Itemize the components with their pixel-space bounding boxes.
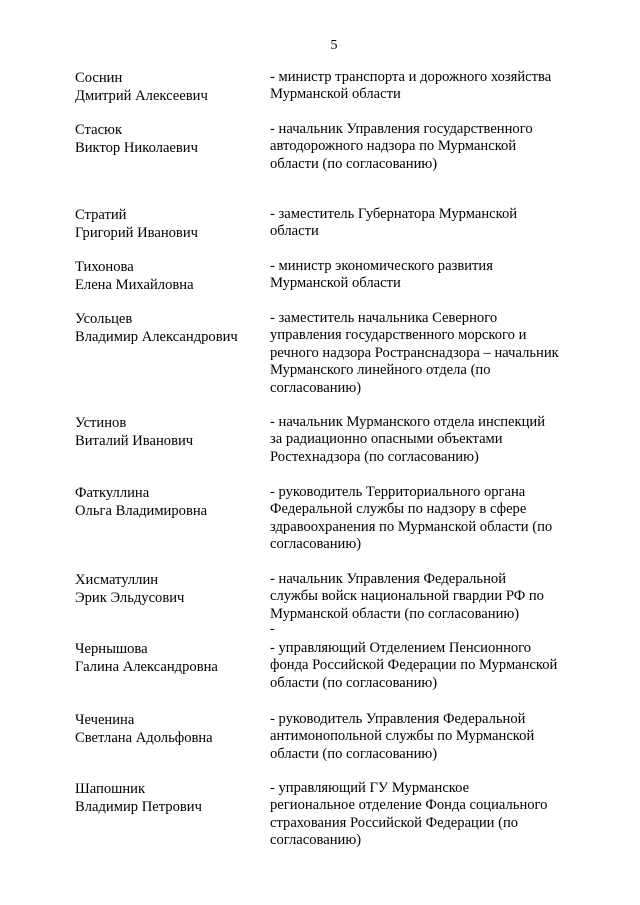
position-line: - министр экономического развития [270, 258, 493, 274]
member-given-name: Виктор Николаевич [75, 140, 198, 156]
member-position [270, 206, 590, 241]
position-line: согласованию) [270, 379, 362, 396]
position-line: страхования Российской Федерации (по [270, 814, 519, 831]
member-surname: Тихонова [75, 259, 134, 275]
member-given-name: Светлана Адольфовна [75, 730, 213, 746]
position-line: речного надзора Ространснадзора – начальник [270, 344, 559, 361]
member-surname: Хисматуллин [75, 572, 159, 588]
member-surname: Устинов [75, 415, 127, 431]
position-line: здравоохранения по Мурманской области (по [270, 518, 553, 535]
position-line: Мурманской области [270, 86, 401, 103]
member-given-name: Галина Александровна [75, 659, 218, 675]
position-line: фонда Российской Федерации по Мурманской [270, 657, 558, 674]
position-line: - управляющий Отделением Пенсионного [270, 640, 532, 656]
member-given-name: Елена Михайловна [75, 277, 194, 293]
member-position [270, 121, 590, 173]
position-line: области (по согласованию) [270, 674, 438, 691]
member-name [75, 414, 260, 450]
member-given-name: Владимир Александрович [75, 329, 238, 345]
member-position [270, 414, 590, 466]
position-line: Ростехнадзора (по согласованию) [270, 448, 479, 465]
position-line: - управляющий ГУ Мурманское [270, 780, 470, 796]
member-position [270, 571, 590, 638]
member-surname: Чернышова [75, 641, 148, 657]
member-name [75, 711, 260, 747]
member-name [75, 121, 260, 157]
position-line: управления государственного морского и [270, 327, 527, 344]
position-line: Федеральной службы по надзору в сфере [270, 501, 527, 518]
member-name [75, 571, 260, 607]
member-position [270, 711, 590, 763]
member-surname: Стратий [75, 207, 127, 223]
member-given-name: Виталий Иванович [75, 433, 194, 449]
position-line: области (по согласованию) [270, 745, 438, 762]
position-line: антимонопольной службы по Мурманской [270, 728, 535, 745]
position-line: согласованию) [270, 536, 362, 553]
position-line: - [270, 621, 275, 638]
position-line: за радиационно опасными объектами [270, 431, 503, 448]
member-given-name: Владимир Петрович [75, 799, 202, 815]
member-position [270, 69, 590, 104]
member-surname: Стасюк [75, 122, 123, 138]
position-line: области [270, 223, 319, 240]
member-given-name: Ольга Владимировна [75, 503, 208, 519]
member-name [75, 69, 260, 105]
position-line: - начальник Мурманского отдела инспекций [270, 414, 546, 430]
position-line: Мурманского линейного отдела (по [270, 362, 491, 379]
member-name [75, 780, 260, 816]
member-name [75, 258, 260, 294]
page-number: 5 [330, 38, 338, 53]
member-surname: Фаткуллина [75, 485, 150, 501]
member-given-name: Эрик Эльдусович [75, 590, 185, 606]
member-surname: Соснин [75, 70, 123, 86]
member-surname: Усольцев [75, 311, 133, 327]
member-position [270, 484, 590, 554]
member-surname: Шапошник [75, 781, 146, 797]
member-name [75, 640, 260, 676]
position-line: автодорожного надзора по Мурманской [270, 138, 517, 155]
position-line: - руководитель Территориального органа [270, 484, 526, 500]
position-line: региональное отделение Фонда социального [270, 797, 548, 814]
position-line: области (по согласованию) [270, 155, 438, 172]
position-line: - начальник Управления Федеральной [270, 571, 507, 587]
member-position [270, 640, 590, 692]
position-line: - заместитель Губернатора Мурманской [270, 206, 518, 222]
member-name [75, 206, 260, 242]
member-position [270, 780, 590, 850]
position-line: - начальник Управления государственного [270, 121, 533, 137]
position-line: Мурманской области (по согласованию) [270, 605, 520, 622]
member-name [75, 484, 260, 520]
member-surname: Чеченина [75, 712, 135, 728]
member-name [75, 310, 260, 346]
position-line: - заместитель начальника Северного [270, 310, 498, 326]
position-line: - руководитель Управления Федеральной [270, 711, 526, 727]
member-given-name: Дмитрий Алексеевич [75, 88, 208, 104]
position-line: согласованию) [270, 832, 362, 849]
position-line: - министр транспорта и дорожного хозяйства [270, 69, 552, 85]
position-line: службы войск национальной гвардии РФ по [270, 588, 544, 605]
position-line: Мурманской области [270, 275, 401, 292]
member-given-name: Григорий Иванович [75, 225, 198, 241]
member-position [270, 310, 590, 397]
member-position [270, 258, 590, 293]
